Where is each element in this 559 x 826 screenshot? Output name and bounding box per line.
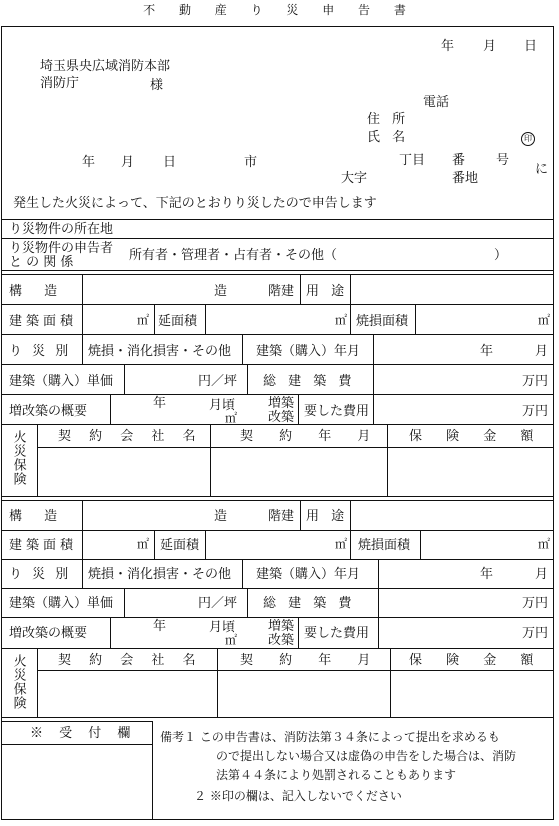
col-line [373,364,374,394]
col-line [217,648,218,717]
statement-text: 発生した火災によって、下記のとおりり災したので申告します [13,196,377,211]
unit-m2: ㎡ [137,537,150,551]
date-year: 年 [441,39,455,54]
note1-line1: 備考１ この申告書は、消防法第３４条によって提出を求めるも [160,730,500,744]
col-line [378,588,379,617]
fire-city: 市 [244,155,258,170]
row-line [1,496,554,497]
col-line [378,617,379,648]
relation-close: ） [494,248,508,263]
col-line [247,364,248,394]
row-line [1,721,152,722]
unit-m2: ㎡ [225,633,238,647]
contract-label: 契 約 年 月 [240,653,382,668]
built-month: 月 [535,567,549,582]
note1-line2: ので提出しない場合又は虚偽の申告をした場合は、消防 [216,749,517,763]
col-line [205,304,206,334]
col-line [298,394,299,424]
fire-year: 年 [82,155,96,170]
row-line [1,530,554,531]
col-line [124,588,125,617]
row-line [1,304,554,305]
renovation-type-1: 増築 [268,396,295,411]
fire-banchi: 番地 [452,171,479,186]
row-line [1,717,554,718]
structure-label: 構 造 [9,509,67,524]
col-line [210,424,211,496]
fire-ban: 番 [452,153,466,168]
unit-m2: ㎡ [335,537,348,551]
col-line [205,530,206,559]
renovation-cost-unit: 万円 [522,404,549,419]
building-area-label: 建築面積 [9,314,78,329]
row-line [1,364,554,365]
unit-m2: ㎡ [538,537,551,551]
row-line [1,617,554,618]
addressee-line2: 消防庁 [40,76,80,91]
total-cost-label: 総 建 築 費 [263,374,356,389]
company-label: 契 約 会 社 名 [58,429,203,444]
use-label: 用 途 [306,284,349,299]
note1-line3: 法第４４条により処罰されることもあります [216,768,457,782]
date-day: 日 [524,39,538,54]
burned-area-label: 焼損面積 [356,314,409,329]
structure-zou: 造 [214,284,228,299]
renovation-year: 年 [153,396,167,411]
addressee-honorific: 様 [150,78,164,93]
divider [1,219,554,220]
burned-area-label: 焼損面積 [358,538,411,553]
col-line [298,617,299,648]
unit-price-suffix: 円／坪 [198,374,238,389]
renovation-time: 月頃 [209,620,236,635]
col-line [300,500,301,530]
use-label: 用 途 [306,509,349,524]
relation-label-2: と の 関 係 [9,255,74,270]
floor-area-label: 延面積 [160,538,200,553]
col-line [37,424,38,496]
damage-type-label: り 災 別 [9,344,72,359]
renovation-type-2: 改築 [268,633,295,648]
col-line [154,304,155,334]
col-line [387,424,388,496]
col-line [415,304,416,334]
unit-m2: ㎡ [225,411,238,425]
col-line [82,274,83,334]
relation-options: 所有者・管理者・占有者・その他（ [129,248,338,263]
fire-oaza: 大字 [341,171,368,186]
col-line [373,394,374,424]
unit-m2: ㎡ [137,313,150,327]
col-line [373,334,374,364]
total-cost-label: 総 建 築 費 [263,596,356,611]
divider [1,500,554,501]
col-line [110,394,111,424]
fire-go: 号 [496,153,510,168]
damage-options: 焼損・消化損害・その他 [88,567,232,582]
floor-area-label: 延面積 [158,314,198,329]
fire-chome: 丁目 [399,153,426,168]
relation-label-1: り災物件の申告者 [9,241,114,256]
form-title: 不 動 産 り 災 申 告 書 [143,3,416,17]
date-month: 月 [483,39,497,54]
row-line [37,670,554,671]
col-line [300,274,301,304]
col-line [350,274,351,334]
phone-label: 電話 [423,95,450,110]
fire-month: 月 [121,155,135,170]
col-line [420,530,421,559]
unit-m2: ㎡ [335,313,348,327]
col-line [242,559,243,588]
renovation-year: 年 [153,619,167,634]
col-line [110,617,111,648]
row-line [1,588,554,589]
col-line [37,648,38,717]
unit-price-label: 建築（購入）単価 [9,374,114,389]
row-line [1,744,152,745]
reception-label: ※ 受 付 欄 [30,726,137,741]
structure-label: 構 造 [9,284,67,299]
col-line [82,559,83,588]
col-line [350,500,351,559]
built-year: 年 [480,567,494,582]
row-line [1,648,554,649]
seal-mark: 印 [521,132,535,146]
col-line [82,334,83,364]
insurance-label: 火災保険 [10,430,26,486]
row-line [1,559,554,560]
renovation-cost-label: 要した費用 [304,626,370,641]
row-line [1,334,554,335]
amount-label: 保 険 金 額 [409,653,544,668]
col-line [378,559,379,588]
built-month: 月 [535,344,549,359]
built-year-label: 建築（購入）年月 [256,567,361,582]
amount-label: 保 険 金 額 [409,429,544,444]
total-cost-unit: 万円 [522,374,549,389]
divider [1,270,554,271]
location-label: り災物件の所在地 [9,222,114,237]
divider [1,274,554,275]
renovation-type-2: 改築 [268,410,295,425]
contract-label: 契 約 年 月 [240,429,382,444]
name-label: 氏 名 [367,130,410,145]
company-label: 契 約 会 社 名 [58,653,203,668]
address-label: 住 所 [367,112,410,127]
unit-price-label: 建築（購入）単価 [9,596,114,611]
row-line [37,447,554,448]
col-line [242,334,243,364]
total-cost-unit: 万円 [522,596,549,611]
col-line [390,648,391,717]
damage-options: 焼損・消化損害・その他 [88,344,232,359]
built-year-label: 建築（購入）年月 [256,344,361,359]
note2: ２ ※印の欄は、記入しないでください [194,789,402,803]
col-line [154,530,155,559]
structure-floors: 階建 [268,284,295,299]
unit-price-suffix: 円／坪 [198,596,238,611]
renovation-cost-label: 要した費用 [304,404,370,419]
addressee-line1: 埼玉県央広域消防本部 [40,59,171,74]
col-line [152,721,153,820]
unit-m2: ㎡ [538,313,551,327]
row-line [1,394,554,395]
renovation-time: 月頃 [209,398,236,413]
col-line [82,500,83,559]
building-area-label: 建築面積 [9,538,78,553]
structure-floors: 階建 [268,509,295,524]
insurance-label: 火災保険 [10,654,26,710]
fire-day: 日 [163,155,177,170]
fire-ni: に [535,162,549,177]
renovation-type-1: 増築 [268,619,295,634]
structure-zou: 造 [214,509,228,524]
damage-type-label: り 災 別 [9,567,72,582]
col-line [124,364,125,394]
col-line [247,588,248,617]
divider [1,238,554,239]
renovation-cost-unit: 万円 [522,626,549,641]
built-year: 年 [480,344,494,359]
renovation-label: 増改築の概要 [9,626,88,641]
renovation-label: 増改築の概要 [9,404,88,419]
